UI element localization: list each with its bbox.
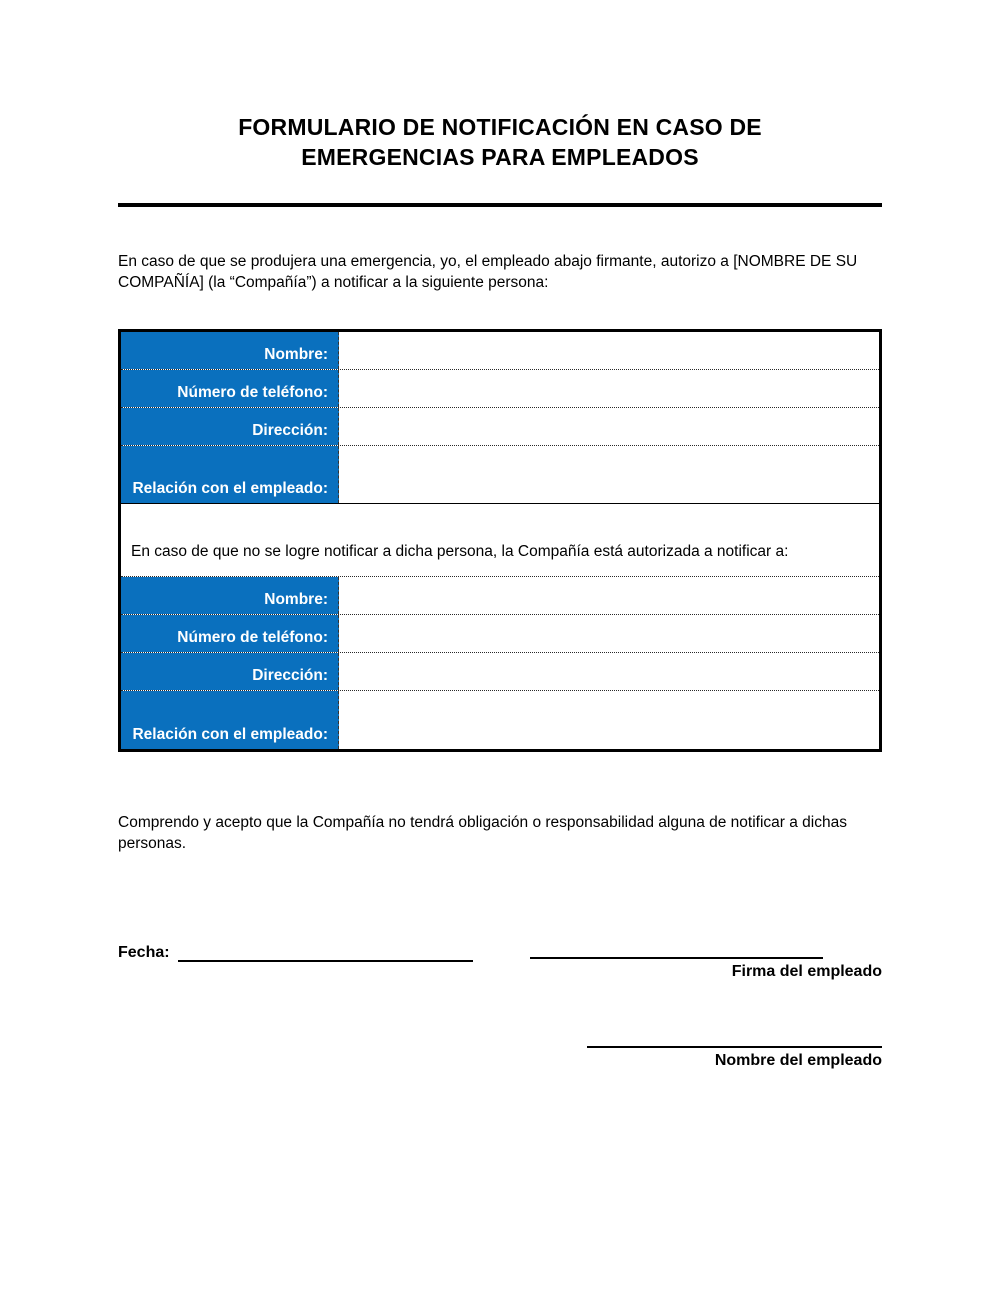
date-group (118, 943, 473, 962)
table-row (121, 332, 879, 370)
secondary-telefono-label: Número de teléfono: (121, 615, 339, 652)
date-label: Fecha: (118, 944, 170, 961)
secondary-nombre-label: Nombre: (121, 577, 339, 614)
primary-telefono-field[interactable] (339, 370, 879, 407)
secondary-direccion-field[interactable] (339, 653, 879, 690)
table-row (121, 691, 879, 749)
table-row (121, 653, 879, 691)
primary-direccion-label: Dirección: (121, 408, 339, 445)
employee-name-group (587, 1032, 882, 1070)
secondary-nombre-field[interactable] (339, 577, 879, 614)
table-row (121, 446, 879, 504)
date-and-signature-row (118, 943, 882, 981)
primary-nombre-label: Nombre: (121, 332, 339, 369)
secondary-telefono-field[interactable] (339, 615, 879, 652)
secondary-direccion-label: Dirección: (121, 653, 339, 690)
signature-caption: Firma del empleado (731, 963, 882, 980)
signature-group (530, 943, 882, 981)
emergency-contacts-table (118, 329, 882, 752)
page-title: FORMULARIO DE NOTIFICACIÓN EN CASO DE EMERGENCIAS PARA EMPLEADOS (238, 114, 762, 170)
primary-relacion-field[interactable] (339, 446, 879, 503)
employee-name-caption: Nombre del empleado (714, 1052, 882, 1069)
table-row (121, 615, 879, 653)
disclaimer-paragraph: Comprendo y acepto que la Compañía no tendrá obligación o responsabilidad alguna de notificar a dichas personas. (118, 814, 847, 852)
table-row (121, 370, 879, 408)
secondary-relacion-field[interactable] (339, 691, 879, 749)
primary-relacion-label: Relación con el empleado: (121, 446, 339, 503)
date-fill-line[interactable] (178, 946, 473, 962)
fallback-note-text: En caso de que no se logre notificar a dicha persona, la Compañía está autorizada a notificar a: (131, 543, 789, 560)
signature-fill-line[interactable] (530, 943, 823, 959)
intro-paragraph: En caso de que se produjera una emergencia, yo, el empleado abajo firmante, autorizo a [NOMBRE DE SU COMPAÑÍA] (la “Compañía”) a notificar a la siguiente persona: (118, 253, 858, 291)
primary-telefono-label: Número de teléfono: (121, 370, 339, 407)
primary-nombre-field[interactable] (339, 332, 879, 369)
table-row (121, 408, 879, 446)
title-divider-rule (118, 203, 882, 207)
secondary-relacion-label: Relación con el empleado: (121, 691, 339, 749)
fallback-note-row (121, 504, 879, 577)
primary-direccion-field[interactable] (339, 408, 879, 445)
table-row (121, 577, 879, 615)
employee-name-fill-line[interactable] (587, 1032, 882, 1048)
